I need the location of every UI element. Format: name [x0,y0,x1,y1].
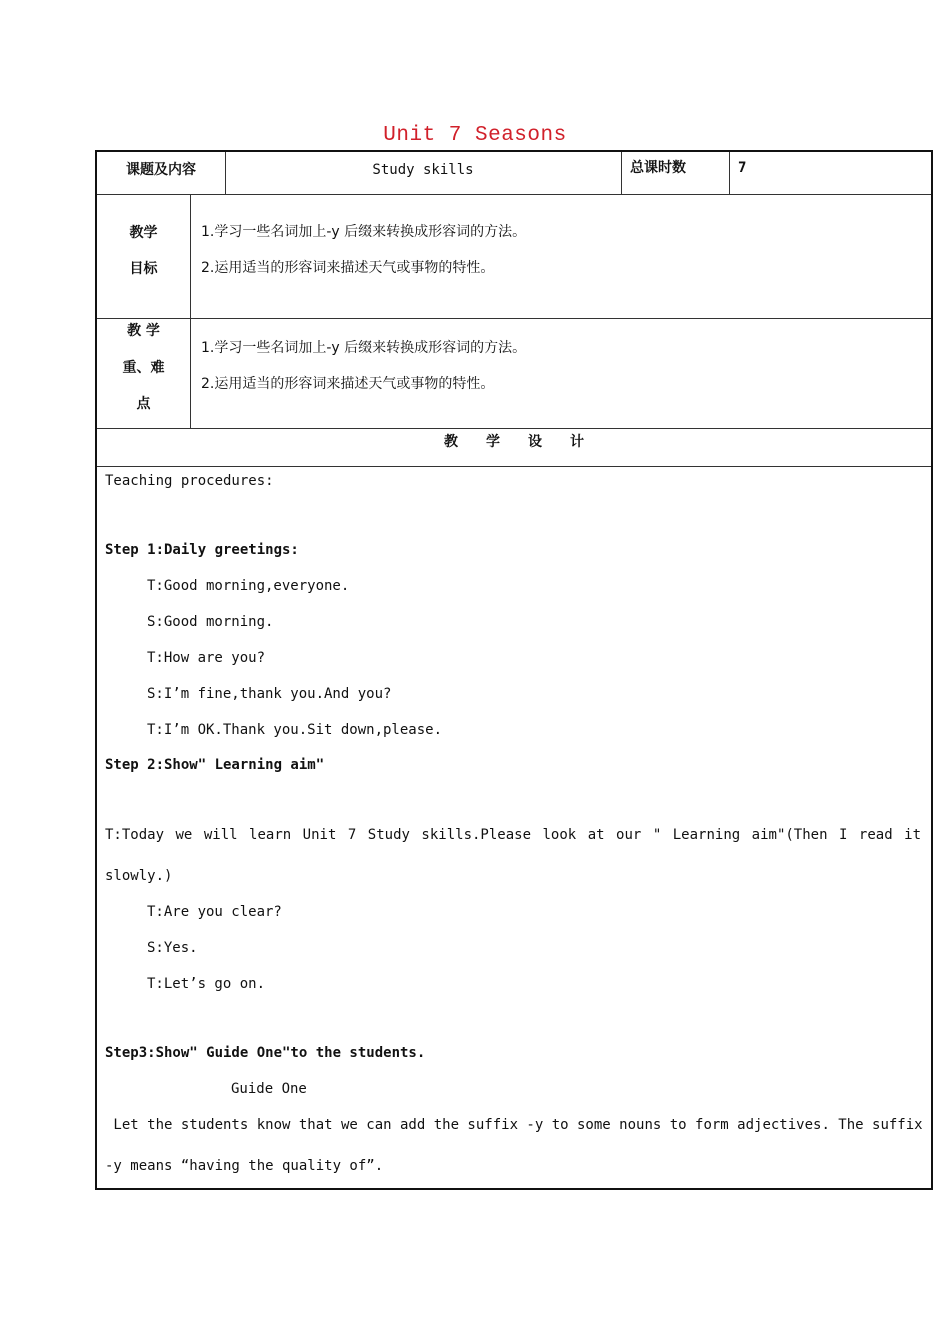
keypoint-item: 1.学习一些名词加上-y 后缀来转换成形容词的方法。 [201,340,527,356]
objectives-label-2: 目标 [129,261,158,277]
page-title: Unit 7 Seasons [383,124,567,147]
dialogue-line: S:I’m fine,thank you.And you? [147,686,392,702]
hours-value: 7 [738,160,747,176]
objectives-label-1: 教学 [129,225,158,241]
design-heading: 教 学 设 计 [444,434,584,450]
objective-item: 1.学习一些名词加上-y 后缀来转换成形容词的方法。 [201,224,527,240]
row-divider [97,466,931,467]
keypoints-label-1: 教 学 [127,323,160,339]
dialogue-line: T:Are you clear? [147,904,282,920]
objective-item: 2.运用适当的形容词来描述天气或事物的特性。 [201,260,495,276]
col-divider [621,152,622,194]
dialogue-line: S:Good morning. [147,614,274,630]
procedures-intro: Teaching procedures: [105,473,274,489]
keypoints-label-3: 点 [136,396,151,412]
row-divider [97,428,931,429]
dialogue-line: T:How are you? [147,650,266,666]
dialogue-line: T:Let’s go on. [147,976,266,992]
step2-paragraph-line: slowly.) [105,868,173,884]
lesson-plan-table [95,150,933,1190]
step1-heading: Step 1:Daily greetings: [105,542,299,558]
guide-paragraph-line: -y means “having the quality of”. [105,1158,384,1174]
dialogue-line: S:Yes. [147,940,198,956]
row-divider [97,194,931,195]
col-divider [729,152,730,194]
topic-value: Study skills [372,162,474,178]
col-divider [190,194,191,428]
dialogue-line: T:Good morning,everyone. [147,578,350,594]
step3-heading: Step3:Show" Guide One"to the students. [105,1045,426,1061]
step2-heading: Step 2:Show" Learning aim" [105,757,325,773]
objectives-list [201,214,526,286]
dialogue-line: T:I’m OK.Thank you.Sit down,please. [147,722,443,738]
keypoints-list [201,330,526,402]
guide-title: Guide One [231,1081,307,1097]
topic-label: 课题及内容 [126,162,196,178]
step2-paragraph-line: T:Today we will learn Unit 7 Study skills.Please look at our " Learning aim"(Then I read it [105,827,921,843]
keypoint-item: 2.运用适当的形容词来描述天气或事物的特性。 [201,376,495,392]
row-divider [97,318,931,319]
hours-label: 总课时数 [630,160,686,176]
keypoints-label-2: 重、难 [122,360,165,376]
guide-paragraph-line: Let the students know that we can add the suffix -y to some nouns to form adjectives. The suffix [105,1117,923,1133]
